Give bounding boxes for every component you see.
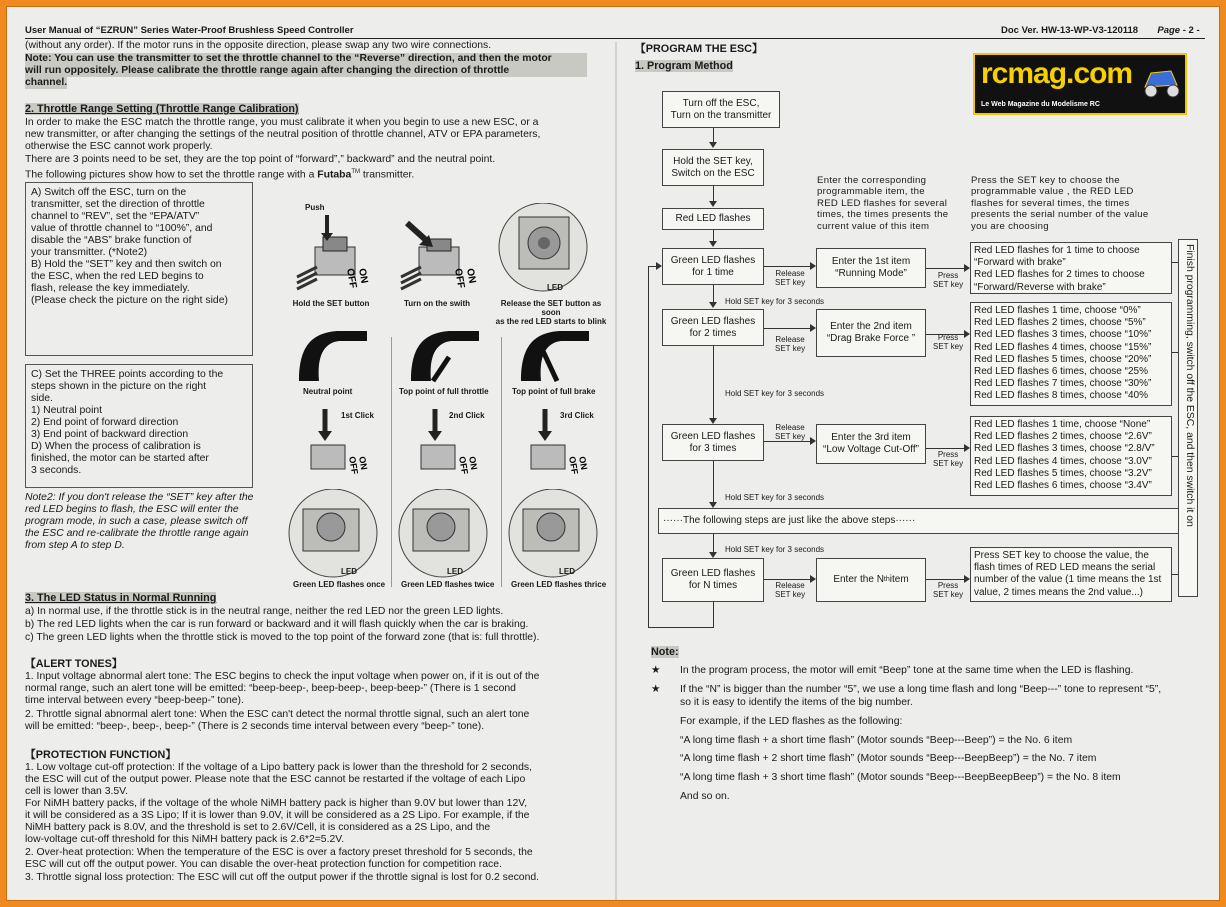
flow-values-n: Press SET key to choose the value, the flash times of RED LED means the serial number of the value (1 time means the 1st value, 2 times means the 2nd value...) — [970, 547, 1172, 602]
step-b-line: the ESC, when the red LED begins to — [31, 271, 204, 282]
note2-line: the ESC and re-calibrate the throttle range again — [25, 528, 249, 539]
hint-enter-item: Enter the corresponding programmable item, the RED LED flashes for several times, the times presents the current value of this item — [817, 175, 949, 232]
release-set-1: Release SET key — [775, 269, 806, 287]
step-a-line: disable the “ABS” brake function of — [31, 235, 192, 246]
note2-line: red LED begins to flash, the ESC will enter the — [25, 504, 239, 515]
note-item-2: If the “N” is bigger than the number “5”, we use a long time flash and long “Beep---” tone to represent “5”, — [680, 684, 1162, 695]
flow-finish-box — [1178, 239, 1198, 597]
program-method-heading: 1. Program Method — [635, 60, 733, 72]
trigger-neutral-illustration — [291, 327, 371, 383]
flow-values-3: Red LED flashes 1 time, choose “None” Red LED flashes 2 times, choose “2.6V” Red LED flashes 3 times, choose “2.8/V” Red LED flashes 4 times, choose “3.0V” Red LED flashes 5 times, choose “3.2V” Red LED flashes 6 times, choose “3.4V” — [970, 416, 1172, 496]
flow-arrow — [709, 201, 717, 207]
alert-tones-title: 【ALERT TONES】 — [25, 658, 123, 670]
prot-line: 1. Low voltage cut-off protection: If the voltage of a Lipo battery pack is lower than the threshold for 2 seconds, — [25, 762, 532, 773]
svg-text:OFF: OFF — [567, 455, 581, 476]
figure-divider-2 — [501, 337, 502, 587]
alert-line: 1. Input voltage abnormal alert tone: The ESC begins to check the input voltage when power on, if it is out of the — [25, 671, 540, 682]
flow-arrow — [709, 142, 717, 148]
step-a-line: A) Switch off the ESC, turn on the — [31, 187, 187, 198]
note-item-1: In the program process, the motor will emit “Beep” tone at the same time when the LED is flashing. — [680, 665, 1134, 676]
led-label-once: LED — [341, 567, 357, 576]
click-1-label: 1st Click — [341, 411, 374, 420]
page-label: Page — [1157, 25, 1181, 36]
svg-text:OFF: OFF — [347, 455, 361, 476]
neutral-point-label: Neutral point — [303, 387, 353, 396]
hold-3s-1: Hold SET key for 3 seconds — [725, 297, 825, 306]
example-line-2: “A long time flash + 2 short time flash” (Motor sounds “Beep---BeepBeep”) = the No. 7 item — [680, 753, 1097, 764]
note-line-3: channel. — [25, 77, 68, 88]
flow-following-steps: ······The following steps are just like the above steps······ — [658, 508, 1180, 534]
esc-led-twice-illustration — [393, 489, 493, 579]
step-b-line: (Please check the picture on the right side) — [31, 295, 228, 306]
flow-values-2: Red LED flashes 1 time, choose “0%” Red LED flashes 2 times, choose “5%” Red LED flashes 3 times, choose “10%” Red LED flashes 4 times, choose “15%” Red LED flashes 5 times, choose “20%” Red LED flashes 6 times, choose “25% Red LED flashes 7 times, choose “30%” Red LED flashes 8 times, choose “40% — [970, 302, 1172, 406]
flow-connector — [926, 448, 964, 449]
example-line-3: “A long time flash + 3 short time flash” (Motor sounds “Beep---BeepBeepBeep”) = the No. 8 item — [680, 772, 1121, 783]
prot-line: 2. Over-heat protection: When the temperature of the ESC is over a factory preset threshold for 5 seconds, the — [25, 847, 533, 858]
caption-release-set: Release the SET button as soon as the red LED starts to blink — [495, 299, 607, 326]
step-c-line: 1) Neutral point — [31, 405, 103, 416]
trigger-full-brake-illustration — [513, 327, 593, 383]
svg-text:ON: ON — [357, 455, 370, 471]
alert-line: will be emitted: “beep-, beep-, beep-” (There is 2 seconds time interval between every “beep-” tone). — [25, 721, 485, 732]
svg-text:OFF: OFF — [457, 455, 471, 476]
figure-divider-1 — [391, 337, 392, 587]
hold-3s-2: Hold SET key for 3 seconds — [725, 389, 825, 398]
page-number: - 2 - — [1182, 25, 1200, 36]
flow-step-hold-set: Hold the SET key, Switch on the ESC — [662, 149, 764, 186]
prot-line: For NiMH battery packs, if the voltage of the whole NiMH battery pack is higher than 9.0V but lower than 12V, — [25, 798, 528, 809]
intro-text: (without any order). If the motor runs in the opposite direction, please swap any two wire connections. — [25, 40, 492, 51]
note2-line: from step A to step D. — [25, 540, 125, 551]
led-label-thrice: LED — [559, 567, 575, 576]
svg-text:ON: ON — [467, 455, 480, 471]
step-c-line: 2) End point of forward direction — [31, 417, 179, 428]
step-a-line: your transmitter. (*Note2) — [31, 247, 148, 258]
flow-green-n: Green LED flashes for N times — [662, 558, 764, 602]
flow-green-3: Green LED flashes for 3 times — [662, 424, 764, 461]
prot-line: the ESC will cut of the output power. Please note that the ESC cannot be restarted if the voltage of each Lipo — [25, 774, 526, 785]
prot-line: low-voltage cut-off threshold for this NiMH battery pack is 2.6*2=5.2V. — [25, 834, 345, 845]
step-b-line: flash, release the key immediately. — [31, 283, 190, 294]
caption-flash-thrice: Green LED flashes thrice — [511, 580, 607, 589]
flow-connector — [1172, 574, 1178, 575]
esc-led-once-illustration — [283, 489, 383, 579]
caption-hold-set: Hold the SET button — [292, 299, 370, 308]
section-3-title: 3. The LED Status in Normal Running — [25, 592, 217, 604]
caption-flash-once: Green LED flashes once — [293, 580, 386, 589]
manual-page — [6, 6, 1220, 901]
flow-item-n — [816, 558, 926, 602]
step-c-line: steps shown in the picture on the right — [31, 381, 207, 392]
hold-3s-3: Hold SET key for 3 seconds — [725, 493, 825, 502]
s3-item-c: c) The green LED lights when the throttle stick is moved to the top point of the forward zone (that is: full throttle). — [25, 632, 540, 643]
s3-item-a: a) In normal use, if the throttle stick is in the neutral range, neither the red LED nor the green LED lights. — [25, 606, 504, 617]
s3-item-b: b) The red LED lights when the car is run forward or backward and it will flash quickly when the car is braking. — [25, 619, 529, 630]
hold-3s-4: Hold SET key for 3 seconds — [725, 545, 825, 554]
s2-line-4: There are 3 points need to be set, they are the top point of “forward”,” backward” and the neutral point. — [25, 154, 496, 165]
flow-connector — [926, 268, 964, 269]
note-line-2: will run oppositely. Please calibrate the throttle range again after changing the direction of throttle — [25, 65, 587, 77]
flow-loop-line — [648, 266, 649, 628]
led-label-1: LED — [547, 283, 563, 292]
led-label-twice: LED — [447, 567, 463, 576]
flow-connector — [1172, 352, 1178, 353]
esc-click-1-illustration — [307, 405, 377, 485]
svg-text:ON: ON — [464, 267, 478, 285]
flow-connector — [764, 266, 810, 267]
item-n-post: item — [889, 574, 909, 585]
svg-text:ON: ON — [356, 267, 370, 285]
flow-connector — [764, 579, 810, 580]
item-n-pre: Enter the N — [833, 574, 884, 585]
flow-connector — [713, 186, 714, 202]
release-set-2: Release SET key — [775, 335, 806, 353]
svg-text:OFF: OFF — [452, 267, 467, 290]
rcmag-logo[interactable] — [973, 53, 1187, 115]
release-set-3: Release SET key — [775, 423, 806, 441]
flow-item-2: Enter the 2nd item “Drag Brake Force ” — [816, 309, 926, 357]
click-3-label: 3rd Click — [560, 411, 594, 420]
esc-click-2-illustration — [417, 405, 487, 485]
header-doc-version — [1001, 25, 1200, 36]
flow-connector — [926, 579, 964, 580]
alert-line: 2. Throttle signal abnormal alert tone: When the ESC can't detect the normal throttle signal, such an alert tone — [25, 709, 530, 720]
press-set-1: Press SET key — [933, 271, 964, 289]
step-c-line: C) Set the THREE points according to the — [31, 369, 224, 380]
trigger-full-throttle-illustration — [403, 327, 483, 383]
flow-item-1: Enter the 1st item “Running Mode” — [816, 248, 926, 288]
item-n-sup: th — [883, 576, 890, 583]
step-d-line: 3 seconds. — [31, 465, 82, 476]
section-2-title: 2. Throttle Range Setting (Throttle Range Calibration) — [25, 103, 299, 115]
caption-turn-on: Turn on the swith — [403, 299, 471, 308]
flow-green-2: Green LED flashes for 2 times — [662, 309, 764, 346]
press-set-n: Press SET key — [933, 581, 964, 599]
star-icon: ★ — [651, 665, 661, 676]
prot-line: cell is lower than 3.5V. — [25, 786, 129, 797]
svg-text:ON: ON — [577, 455, 590, 471]
rc-car-icon — [1141, 63, 1181, 99]
flow-connector — [713, 128, 714, 143]
alert-line: normal range, such an alert tone will be emitted: “beep-beep-, beep-beep-, beep-beep-” (There is 1 second — [25, 683, 516, 694]
note-item-2-cont: so it is easy to identify the items of the big number. — [680, 697, 913, 708]
s2-line-2: new transmitter, or after changing the settings of the neutral position of throttle channel, ATV or EPA parameters, — [25, 129, 541, 140]
futaba-tm: TM — [351, 169, 360, 175]
alert-line: time interval between every “beep-beep-” tone). — [25, 695, 244, 706]
svg-text:OFF: OFF — [344, 267, 359, 290]
note-heading: Note: — [651, 646, 679, 658]
flow-connector — [713, 346, 714, 419]
flow-step-red-led: Red LED flashes — [662, 208, 764, 230]
prot-line: it will be considered as a 3S Lipo; If it is lower than 9.0V, it will be considered as a 2S Lipo. For example, if the — [25, 810, 530, 821]
full-brake-label: Top point of full brake — [512, 387, 596, 396]
step-a-line: channel to “REV”, set the “EPA/ATV” — [31, 211, 200, 222]
prot-line: NiMH battery pack is 8.0V, and the threshold is set to 2.6V/Cell, it is considered as a 2S Lipo, and the — [25, 822, 491, 833]
esc-click-3-illustration — [527, 405, 597, 485]
futaba-after: transmitter. — [359, 169, 415, 181]
full-throttle-label: Top point of full throttle — [399, 387, 489, 396]
s2-line-1: In order to make the ESC match the throttle range, you must calibrate it when you begin to use a new ESC, or a — [25, 117, 539, 128]
flow-arrow — [656, 262, 662, 270]
step-d-line: D) When the process of calibration is — [31, 441, 201, 452]
caption-flash-twice: Green LED flashes twice — [401, 580, 495, 589]
s2-line-3: otherwise the ESC cannot work properly. — [25, 141, 213, 152]
flow-green-1: Green LED flashes for 1 time — [662, 248, 764, 285]
flow-connector — [764, 328, 810, 329]
doc-version: Doc Ver. HW-13-WP-V3-120118 — [1001, 25, 1139, 36]
flow-connector — [1172, 456, 1178, 457]
flow-connector — [1172, 262, 1178, 263]
and-so-on: And so on. — [680, 791, 730, 802]
note2-line: Note2: If you don't release the “SET” key after the — [25, 492, 254, 503]
flow-loop-line — [648, 627, 714, 628]
page-fold — [615, 42, 617, 901]
push-label: Push — [305, 203, 325, 212]
click-2-label: 2nd Click — [449, 411, 485, 420]
flow-connector — [713, 534, 714, 553]
step-a-line: transmitter, set the direction of throttle — [31, 199, 205, 210]
example-intro: For example, if the LED flashes as the following: — [680, 716, 903, 727]
flow-arrow — [709, 302, 717, 308]
finish-text: Finish programming, switch off the ESC, and then switch it on — [1184, 244, 1195, 527]
futaba-brand: Futaba — [317, 169, 352, 181]
header-rule — [25, 38, 1205, 39]
flow-step-turn-off: Turn off the ESC, Turn on the transmitter — [662, 91, 780, 128]
protection-title: 【PROTECTION FUNCTION】 — [25, 749, 177, 761]
header-title: User Manual of “EZRUN” Series Water-Proof Brushless Speed Controller — [25, 25, 354, 36]
esc-hold-set-illustration — [287, 207, 397, 297]
flow-item-3: Enter the 3rd item “Low Voltage Cut-Off” — [816, 424, 926, 464]
logo-text: rcmag.com — [981, 57, 1133, 90]
step-c-line: 3) End point of backward direction — [31, 429, 189, 440]
flow-connector — [713, 461, 714, 503]
program-title: 【PROGRAM THE ESC】 — [635, 43, 763, 55]
flow-loop-line — [713, 602, 714, 628]
flow-loop-line — [648, 266, 656, 267]
prot-line: ESC will cut off the output power. You can disable the over-heat protection function for competition race. — [25, 859, 502, 870]
esc-switch-on-illustration — [397, 217, 497, 297]
note2-line: program mode, in such a case, please switch off — [25, 516, 248, 527]
hint-press-set: Press the SET key to choose the programmable value , the RED LED flashes for several times, the times presents the serial number of the value you are choosing — [971, 175, 1149, 232]
prot-line: 3. Throttle signal loss protection: The ESC will cut off the output power if the throttle signal is lost for 0.2 second. — [25, 872, 540, 883]
s2-line-5 — [25, 166, 414, 182]
release-set-n: Release SET key — [775, 581, 806, 599]
flow-connector — [764, 441, 810, 442]
step-a-line: value of throttle channel to “100%”, and — [31, 223, 213, 234]
flow-arrow — [709, 241, 717, 247]
flow-connector — [713, 285, 714, 303]
star-icon: ★ — [651, 684, 661, 695]
s2-line-5-text: The following pictures show how to set the throttle range with a — [25, 169, 318, 181]
flow-values-1: Red LED flashes for 1 time to choose “Forward with brake” Red LED flashes for 2 times to choose “Forward/Reverse with brake” — [970, 242, 1172, 294]
esc-led-thrice-illustration — [503, 489, 603, 579]
press-set-3: Press SET key — [933, 450, 964, 468]
note-line-1: Note: You can use the transmitter to set the throttle channel to the “Reverse” direction, and then the motor — [25, 53, 587, 65]
step-d-line: finished, the motor can be started after — [31, 453, 209, 464]
logo-tagline: Le Web Magazine du Modelisme RC — [981, 101, 1100, 108]
step-c-line: side. — [31, 393, 53, 404]
press-set-2: Press SET key — [933, 333, 964, 351]
step-b-line: B) Hold the “SET” key and then switch on — [31, 259, 222, 270]
example-line-1: “A long time flash + a short time flash” (Motor sounds “Beep---Beep”) = the No. 6 item — [680, 735, 1073, 746]
